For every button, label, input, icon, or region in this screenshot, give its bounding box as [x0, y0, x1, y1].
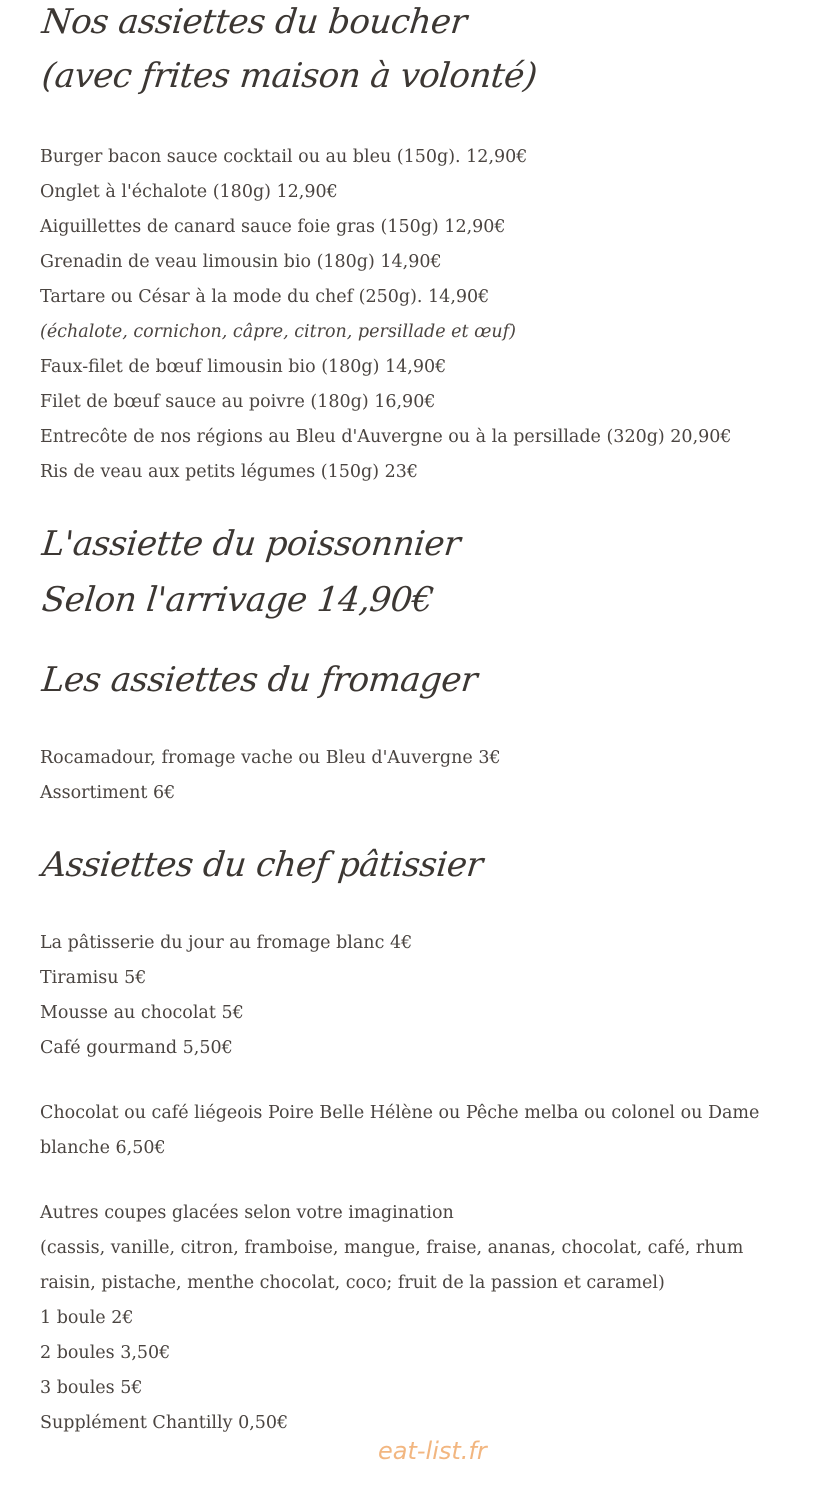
- menu-item-note: (échalote, cornichon, câpre, citron, persillade et œuf): [40, 322, 517, 342]
- menu-item: Filet de bœuf sauce au poivre (180g) 16,90€: [40, 392, 436, 412]
- liegeois-line: blanche 6,50€: [40, 1138, 166, 1158]
- coupes-line: 2 boules 3,50€: [40, 1343, 171, 1363]
- coupes-line: 3 boules 5€: [40, 1378, 143, 1398]
- boucher-title: Nos assiettes du boucher: [40, 2, 469, 42]
- coupes-line: Supplément Chantilly 0,50€: [40, 1413, 289, 1433]
- coupes-line: 1 boule 2€: [40, 1308, 134, 1328]
- menu-item: Tiramisu 5€: [40, 968, 147, 988]
- menu-item: Café gourmand 5,50€: [40, 1038, 233, 1058]
- poissonnier-price: Selon l'arrivage 14,90€: [40, 580, 436, 620]
- poissonnier-title: L'assiette du poissonnier: [40, 524, 463, 564]
- menu-item: Ris de veau aux petits légumes (150g) 23€: [40, 462, 418, 482]
- menu-item: Rocamadour, fromage vache ou Bleu d'Auvergne 3€: [40, 748, 501, 768]
- watermark: eat-list.fr: [378, 1437, 487, 1465]
- coupes-line: Autres coupes glacées selon votre imagination: [40, 1203, 454, 1223]
- menu-item: La pâtisserie du jour au fromage blanc 4€: [40, 933, 413, 953]
- menu-item: Aiguillettes de canard sauce foie gras (150g) 12,90€: [40, 217, 506, 237]
- menu-item: Faux-filet de bœuf limousin bio (180g) 14,90€: [40, 357, 447, 377]
- menu-item: Assortiment 6€: [40, 783, 176, 803]
- menu-item: Burger bacon sauce cocktail ou au bleu (150g). 12,90€: [40, 147, 528, 167]
- fromager-title: Les assiettes du fromager: [40, 660, 479, 700]
- boucher-subtitle: (avec frites maison à volonté): [40, 56, 539, 96]
- menu-item: Mousse au chocolat 5€: [40, 1003, 244, 1023]
- menu-item: Tartare ou César à la mode du chef (250g). 14,90€: [40, 287, 490, 307]
- patissier-title: Assiettes du chef pâtissier: [40, 845, 485, 885]
- liegeois-line: Chocolat ou café liégeois Poire Belle Hélène ou Pêche melba ou colonel ou Dame: [40, 1103, 760, 1123]
- coupes-line: (cassis, vanille, citron, framboise, mangue, fraise, ananas, chocolat, café, rhum: [40, 1238, 744, 1258]
- menu-item: Entrecôte de nos régions au Bleu d'Auvergne ou à la persillade (320g) 20,90€: [40, 427, 732, 447]
- coupes-line: raisin, pistache, menthe chocolat, coco; fruit de la passion et caramel): [40, 1273, 665, 1293]
- menu-item: Onglet à l'échalote (180g) 12,90€: [40, 182, 338, 202]
- menu-item: Grenadin de veau limousin bio (180g) 14,90€: [40, 252, 442, 272]
